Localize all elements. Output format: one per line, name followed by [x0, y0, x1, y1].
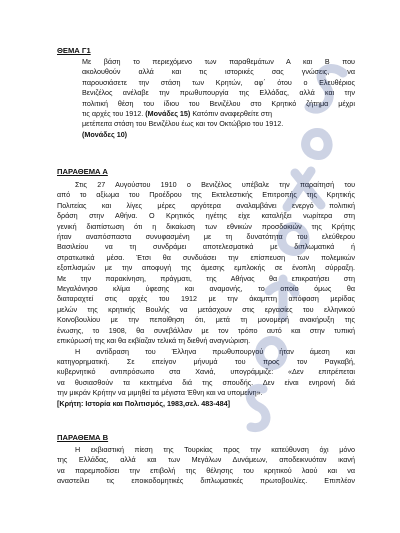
source-a-line: γενική διαπίστωση ότι η δικαίωση των εθνικών προσδοκιών της Κρήτης	[57, 221, 355, 231]
source-b-line: να παρεμποδίσει την επιβολή της θέλησης του κρητικού λαού και να	[57, 465, 355, 475]
source-a-line: επικύρωσή της και θα εκβίαζαν τελικά τη διεθνή αναγνώριση.	[57, 336, 251, 346]
theme-heading: ΘΕΜΑ Γ1	[57, 46, 91, 55]
theme-line-part: τις αρχές του 1912.	[82, 109, 144, 119]
theme-body	[82, 57, 355, 140]
theme-line: ακολουθούν αλλά και τις ιστορικές σας γνώσεις, να	[82, 67, 355, 77]
source-a-heading: ΠΑΡΑΘΕΜΑ Α	[57, 167, 108, 176]
source-a-body	[57, 180, 355, 409]
source-a-line: να θυσιασθούν τα κεκτημένα διά της σπουδής. Δεν είναι ενηρονή διά	[57, 377, 355, 387]
source-a-line: Πολιτείας και λίγες μέρες αργότερα αναλαμβάνει ενεργό πολιτική	[57, 200, 355, 210]
theme-line: Βενιζέλος ανέλαβε την πρωθυπουργία της Ελλάδας, αλλά και την	[82, 88, 355, 98]
source-a-line: ήταν αναπόσπαστα συνυφασμένη με τη δυνατότητα του ελεύθερου	[57, 232, 355, 242]
marks-10: (Μονάδες 10)	[82, 129, 128, 139]
source-b-body	[57, 445, 355, 487]
source-a-line: Η αντίδραση του Έλληνα πρωθυπουργού ήταν άμεση και	[75, 346, 355, 356]
source-a-line: Μεγαλόνησο κλίμα ύφεσης και αναμονής, το οποίο όμως θα	[57, 284, 355, 294]
source-a-line: ένωσης, το 1908, θα συνεβάλλαν με τον τρόπο αυτό και στην τυπική	[57, 325, 355, 335]
source-a-line: κατηγορηματική. Σε επείγον μήνυμά του προς τον Ραγκαβή,	[57, 356, 355, 366]
source-a-line: Κοινοβουλίου με την πεποίθηση ότι, μετά τη μονομερή ανακήρυξη της	[57, 315, 355, 325]
source-a-line: Βασιλείου να τη συνδράμει αποτελεσματικά με διπλωματικά ή	[57, 242, 355, 252]
source-b-heading: ΠΑΡΑΘΕΜΑ Β	[57, 433, 109, 442]
source-b-line: αναστείλει τις εποικοδομητικές διπλωματικές πρωτοβουλίες. Επιπλέον	[57, 476, 355, 486]
theme-line: πολιτική θέση του ίδιου του Βενιζέλου στο Κρητικό ζήτημα μέχρι	[82, 98, 355, 108]
source-a-line: από το αξίωμα του Προέδρου της Εκτελεστικής Επιτροπής της Κρητικής	[57, 190, 355, 200]
source-a-line: εξοπλισμών με την αποφυγή της άμεσης εμπλοκής σε ένοπλη σύρραξη.	[57, 263, 355, 273]
theme-line	[82, 109, 355, 119]
source-a-line: την μικράν Κρήτην να μιμηθεί τα μέγιστα Έθνη και να υπομείνη».	[57, 388, 263, 398]
source-a-line: διαταραχτεί στις αρχές του 1912 με την άκαμπτη απόφαση μερίδας	[57, 294, 355, 304]
theme-line-part: Κατόπιν αναφερθείτε στη	[192, 109, 273, 119]
source-a-line: Με την παρακίνηση, πράγματι, της Αθήνας θα επικρατήσει στη	[57, 273, 355, 283]
marks-15: (Μονάδες 15)	[145, 109, 191, 119]
source-a-line: κυβερνητικό αντιπρόσωπο στα Χανιά, υπογράμμιζε: «Δεν επιτρέπεται	[57, 367, 355, 377]
source-a-line: στρατιωτικά μέσα. Έτσι θα συνδυάσει την επίσπευση των πολεμικών	[57, 252, 355, 262]
theme-line: Με βάση το περιεχόμενο των παραθεμάτων Α και Β που	[82, 57, 355, 66]
theme-line: μετέπειτα στάση του Βενιζέλου έως και τον Οκτώβριο του 1912.	[82, 119, 284, 129]
source-a-line: Στις 27 Αυγούστου 1910 ο Βενιζέλος υπέβαλε την παραίτησή του	[75, 180, 355, 189]
source-b-line: της Ελλάδας, αλλά και των Μεγάλων Δυνάμεων, αποδεικνυόταν ικανή	[57, 455, 355, 465]
source-a-line: δράση στην Αθήνα. Ο Κρητικός ηγέτης είχε καταλήξει νωρίτερα στη	[57, 211, 355, 221]
source-a-line: μελών της κρητικής Βουλής να μετάσχουν στις εργασίες του ελληνικού	[57, 304, 355, 314]
theme-line: παρουσιάσετε την στάση των Κρητών, αφ΄ ότου ο Ελευθέριος	[82, 77, 355, 87]
source-b-line: Η εκβιαστική πίεση της Τουρκίας προς την κατεύθυνση όχι μόνο	[75, 445, 355, 454]
source-a-citation: [Κρήτη: Ιστορία και Πολιτισμός, 1983,σελ. 483-484]	[57, 398, 231, 408]
